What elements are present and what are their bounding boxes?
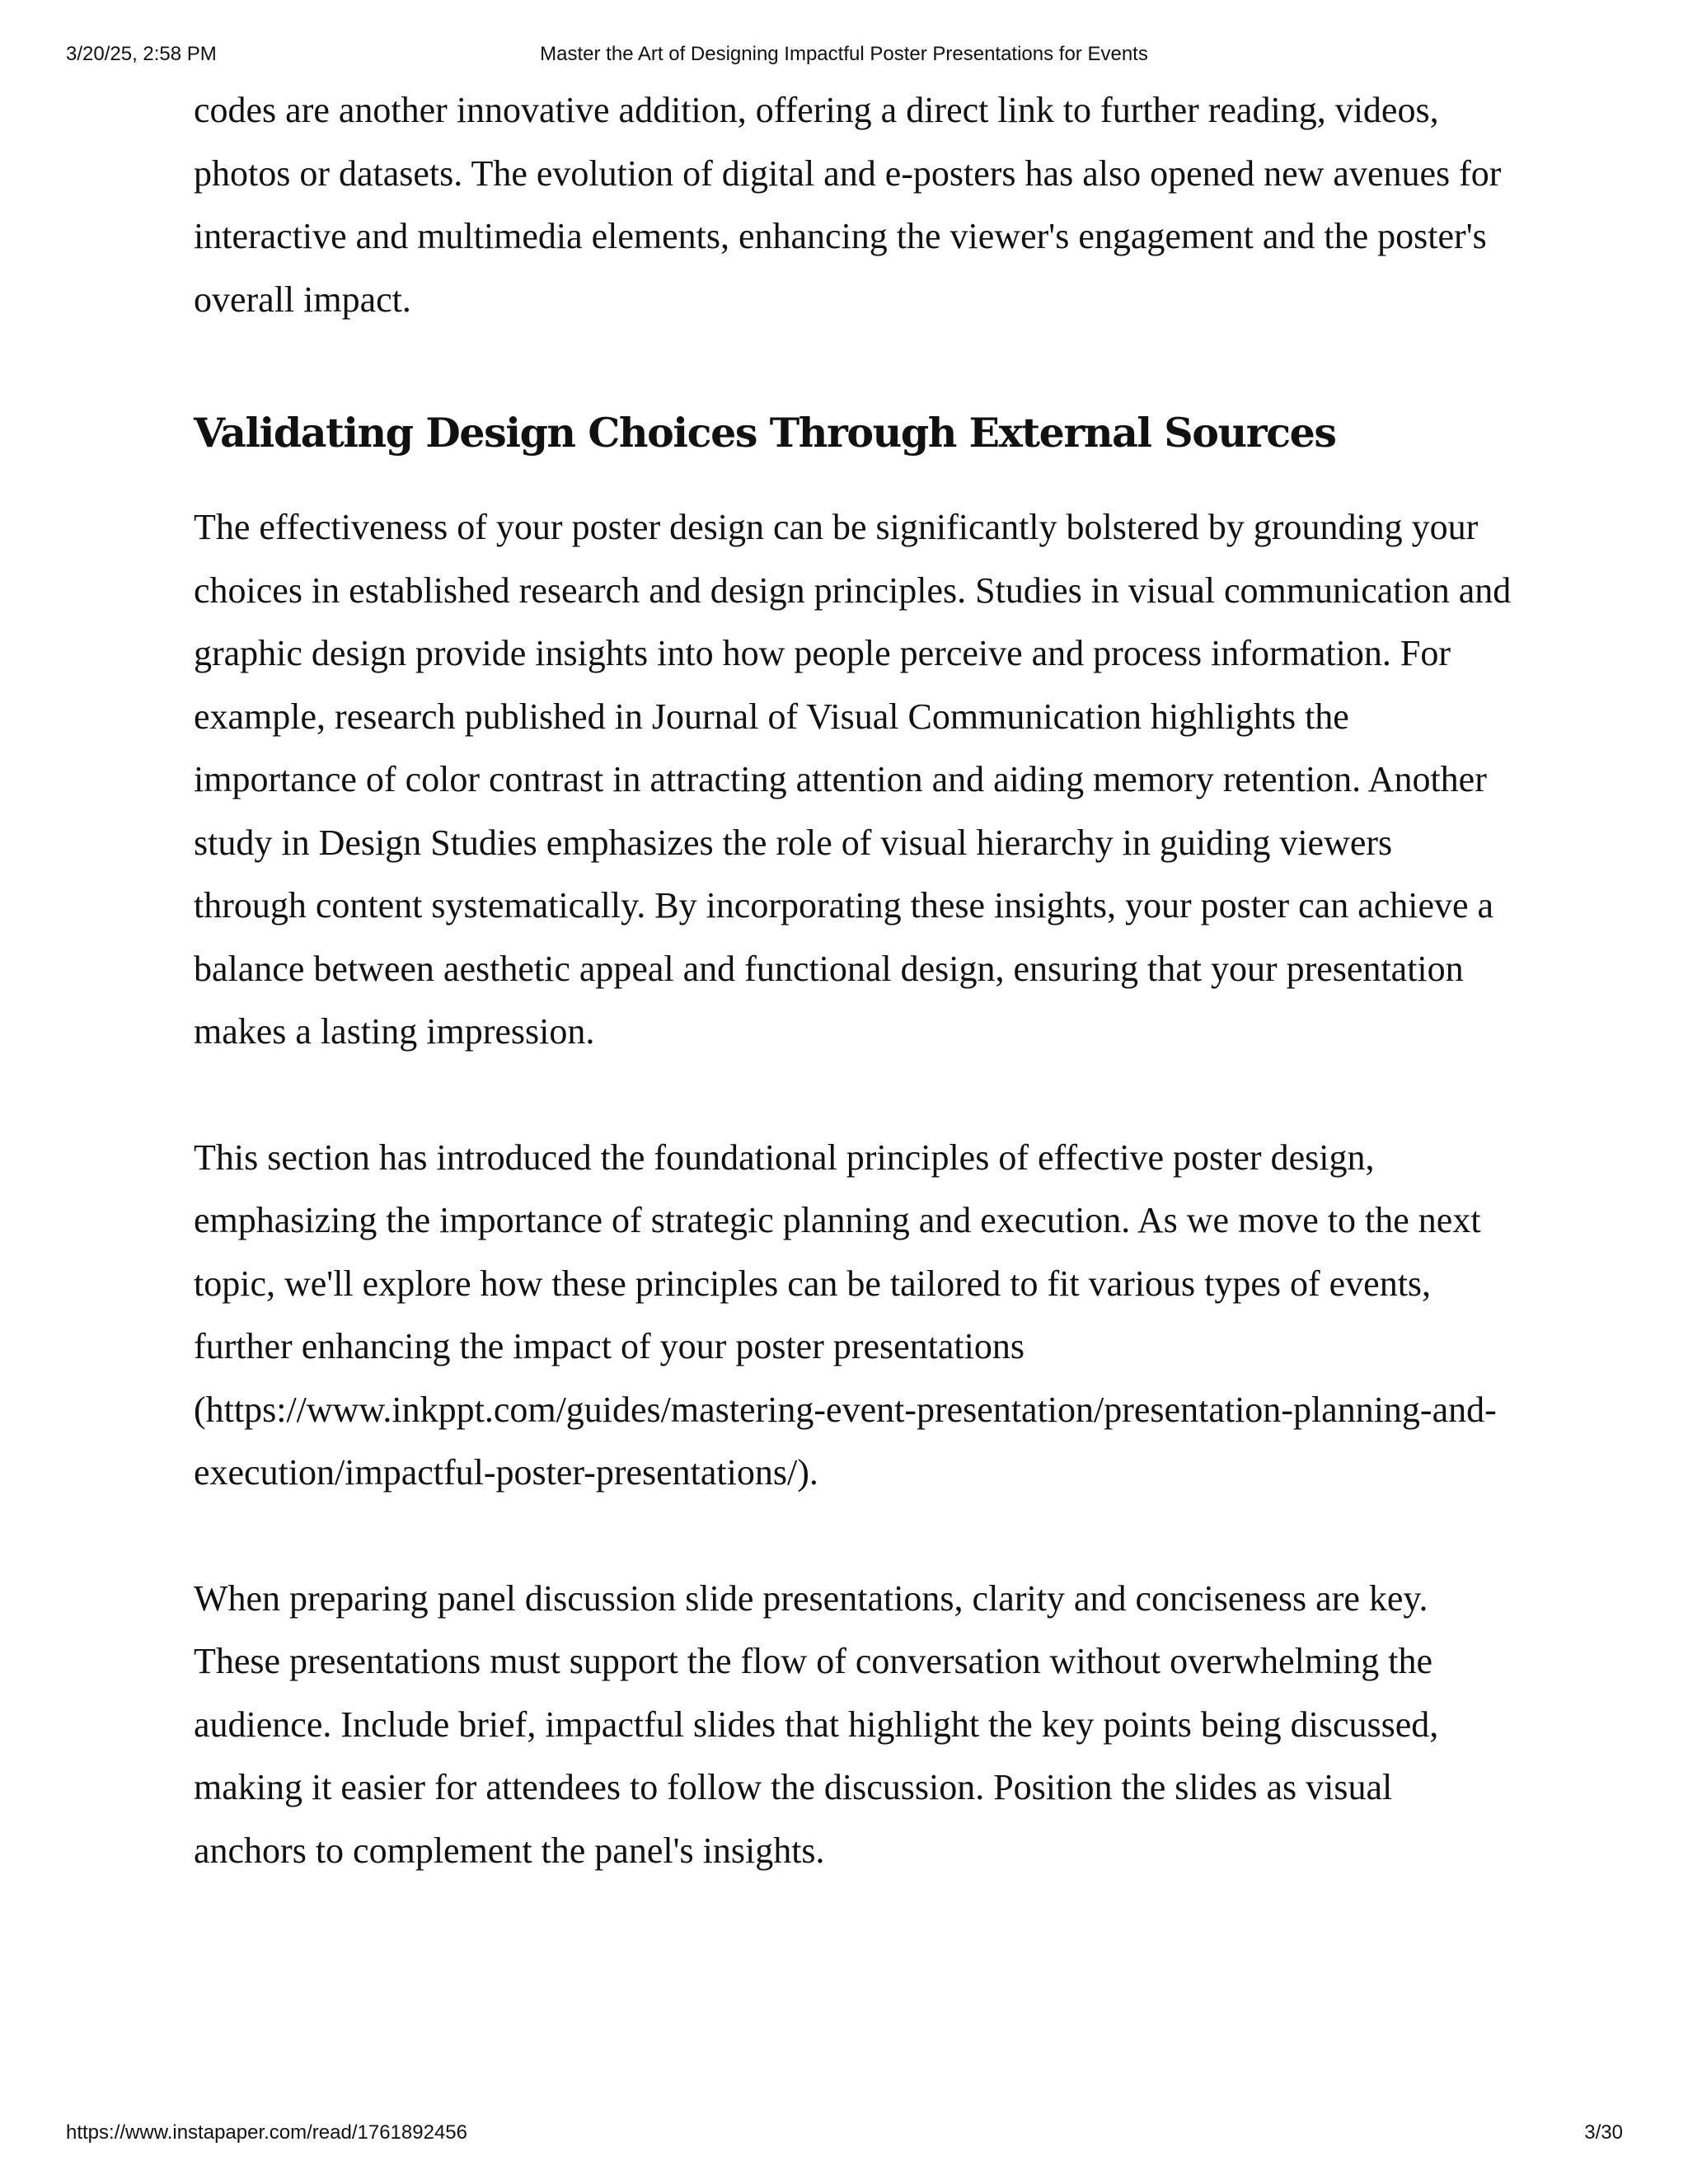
print-footer: [0, 2121, 1688, 2149]
page-url: https://www.instapaper.com/read/1761892456: [66, 2121, 467, 2144]
paragraph-section-summary: This section has introduced the foundational principles of effective poster design, emphasizing the importance of strategic planning and execution. As we move to the next topic, we'll explore how these principles can be tailored to fit various types of events, further enhancing the impact of your poster presentations (https://www.inkppt.com/guides/mastering-event-presentation/presentation-planning-and-execution/impactful-poster-presentations/).: [194, 1137, 1497, 1493]
page-number: 3/30: [1584, 2121, 1623, 2144]
document-title: Master the Art of Designing Impactful Poster Presentations for Events: [540, 43, 1148, 65]
print-header: [0, 43, 1688, 71]
article-body: [194, 79, 1512, 1882]
paragraph-validating-design: The effectiveness of your poster design can be significantly bolstered by grounding your choices in established research and design principles. Studies in visual communication and graphic design provide insights into how people perceive and process information. For example, research published in Journal of Visual Communication highlights the importance of color contrast in attracting attention and aiding memory retention. Another study in Design Studies emphasizes the role of visual hierarchy in guiding viewers through content systematically. By incorporating these insights, your poster can achieve a balance between aesthetic appeal and functional design, ensuring that your presentation makes a lasting impression.: [194, 507, 1512, 1052]
section-heading: Validating Design Choices Through External Sources: [194, 409, 1336, 457]
lead-paragraph: codes are another innovative addition, offering a direct link to further reading, videos, photos or datasets. The evolution of digital and e-posters has also opened new avenues for interactive and multimedia elements, enhancing the viewer's engagement and the poster's overall impact.: [194, 90, 1502, 320]
print-datetime: 3/20/25, 2:58 PM: [66, 43, 217, 65]
paragraph-panel-discussion: When preparing panel discussion slide presentations, clarity and conciseness are key. These presentations must support the flow of conversation without overwhelming the audience. Include brief, impactful slides that highlight the key points being discussed, making it easier for attendees to follow the discussion. Position the slides as visual anchors to complement the panel's insights.: [194, 1577, 1439, 1871]
